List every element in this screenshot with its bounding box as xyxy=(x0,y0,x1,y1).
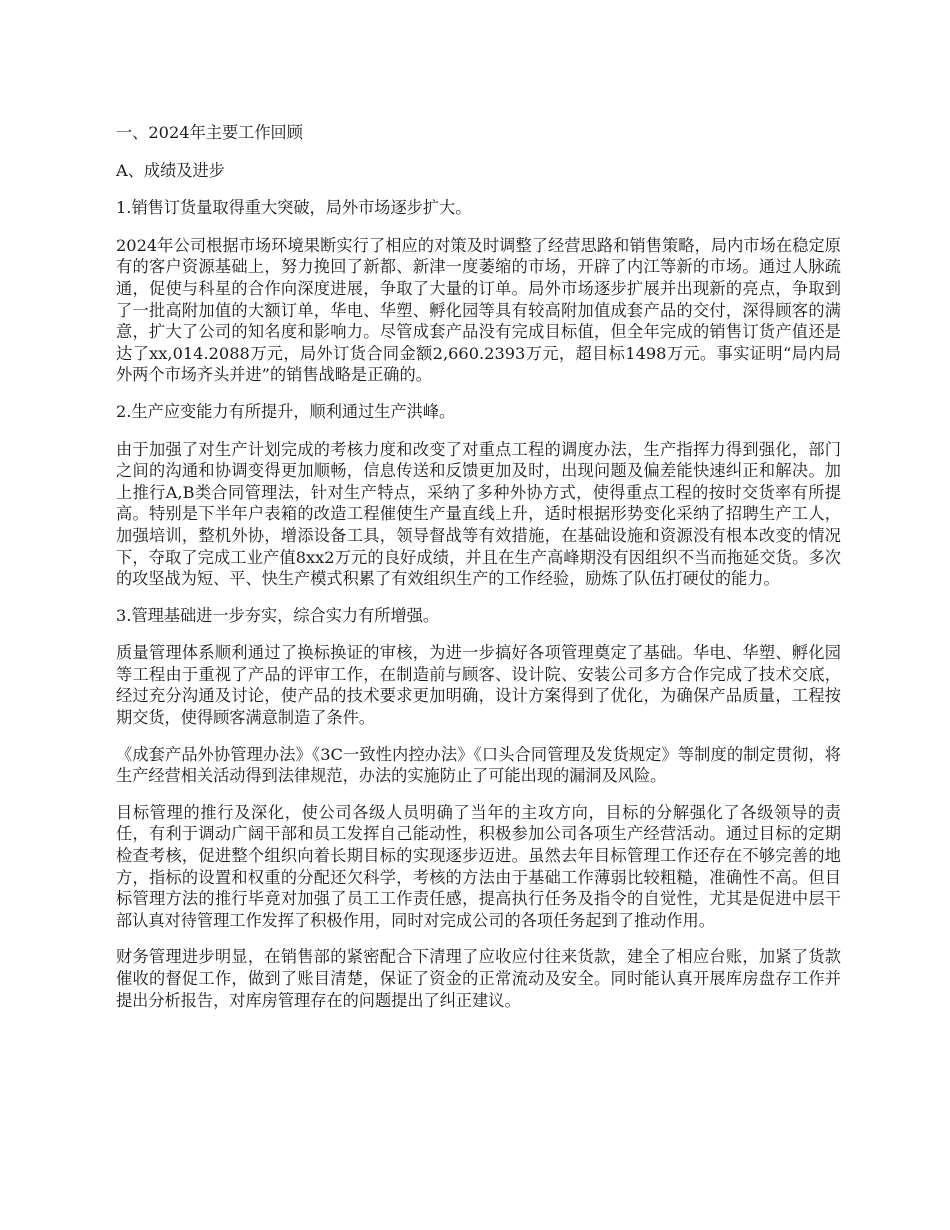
item3-paragraph-regulations: 《成套产品外协管理办法》《3C一致性内控办法》《口头合同管理及发货规定》等制度的制定贯彻，将生产经营相关活动得到法律规范，办法的实施防止了可能出现的漏洞及风险。 xyxy=(116,744,841,786)
subsection-title: A、成绩及进步 xyxy=(116,160,225,180)
section-title: 一、2024年主要工作回顾 xyxy=(116,123,303,142)
item3-heading: 3.管理基础进一步夯实，综合实力有所增强。 xyxy=(116,605,440,625)
document-page xyxy=(116,122,841,1026)
item2-heading: 2.生产应变能力有所提升，顺利通过生产洪峰。 xyxy=(116,401,456,421)
item3-paragraph-quality: 质量管理体系顺利通过了换标换证的审核，为进一步搞好各项管理奠定了基础。华电、华塑、孵化园等工程由于重视了产品的评审工作，在制造前与顾客、设计院、安装公司多方合作完成了技术交底，经过充分沟通及讨论，使产品的技术要求更加明确，设计方案得到了优化，为确保产品质量，工程按期交货，使得顾客满意制造了条件。 xyxy=(116,643,841,728)
item1-heading: 1.销售订货量取得重大突破，局外市场逐步扩大。 xyxy=(116,198,472,218)
item2-body: 由于加强了对生产计划完成的考核力度和改变了对重点工程的调度办法，生产指挥力得到强化，部门之间的沟通和协调变得更加顺畅，信息传送和反馈更加及时，出现问题及偏差能快速纠正和解决。加上推行A,B类合同管理法，针对生产特点，采纳了多种外协方式，使得重点工程的按时交货率有所提高。特别是下半年户表箱的改造工程催使生产量直线上升，适时根据形势变化采纳了招聘生产工人，加强培训，整机外协，增添设备工具，领导督战等有效措施，在基础设施和资源没有根本改变的情况下，夺取了完成工业产值8xx2万元的良好成绩，并且在生产高峰期没有因组织不当而拖延交货。多次的攻坚战为短、平、快生产模式积累了有效组织生产的工作经验，励炼了队伍打硬仗的能力。 xyxy=(116,439,841,589)
item1-body: 2024年公司根据市场环境果断实行了相应的对策及时调整了经营思路和销售策略，局内市场在稳定原有的客户资源基础上，努力挽回了新都、新津一度萎缩的市场，开辟了内江等新的市场。通过人脉疏通，促使与科星的合作向深度进展，争取了大量的订单。局外市场逐步扩展并出现新的亮点，争取到了一批高附加值的大额订单，华电、华塑、孵化园等具有较高附加值成套产品的交付，深得顾客的满意，扩大了公司的知名度和影响力。尽管成套产品没有完成目标值，但全年完成的销售订货产值还是达了xx,014.2088万元，局外订货合同金额2,660.2393万元，超目标1498万元。事实证明“局内局外两个市场齐头并进”的销售战略是正确的。 xyxy=(116,235,841,385)
item3-paragraph-objectives: 目标管理的推行及深化，使公司各级人员明确了当年的主攻方向，目标的分解强化了各级领导的责任，有利于调动广阔干部和员工发挥自己能动性，积极参加公司各项生产经营活动。通过目标的定期检查考核，促进整个组织向着长期目标的实现逐步迈进。虽然去年目标管理工作还存在不够完善的地方，指标的设置和权重的分配还欠科学，考核的方法由于基础工作薄弱比较粗糙，准确性不高。但目标管理方法的推行毕竟对加强了员工工作责任感，提高执行任务及指令的自觉性，尤其是促进中层干部认真对待管理工作发挥了积极作用，同时对完成公司的各项任务起到了推动作用。 xyxy=(116,802,841,930)
item3-paragraph-finance: 财务管理进步明显，在销售部的紧密配合下清理了应收应付往来货款，建全了相应台账，加紧了货款催收的督促工作，做到了账目清楚，保证了资金的正常流动及安全。同时能认真开展库房盘存工作并提出分析报告，对库房管理存在的问题提出了纠正建议。 xyxy=(116,947,841,1010)
